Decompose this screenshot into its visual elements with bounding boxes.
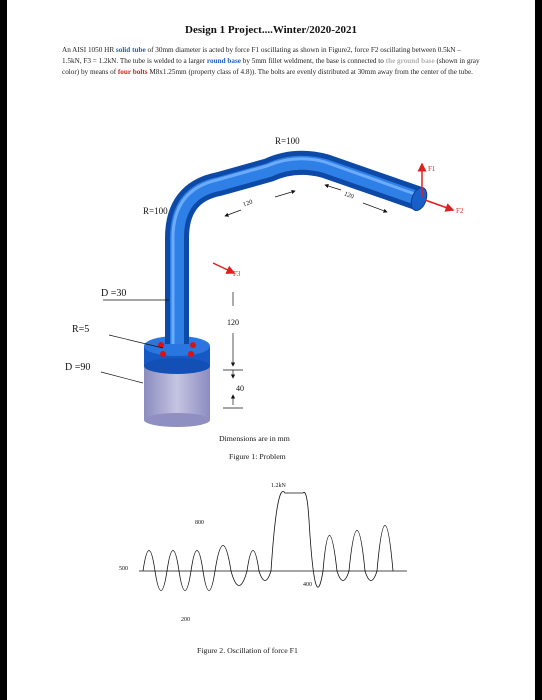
- label-r-top: R=100: [275, 136, 300, 146]
- para-text-3: by 5mm fillet weldment, the base is connected to: [240, 57, 386, 66]
- tube: [173, 159, 430, 344]
- para-text-5: M8x1.25mm (property class of 4.8)). The bolts are evenly distributed at 30mm away from the center of the tube.: [147, 68, 473, 77]
- label-f2: F2: [456, 207, 464, 215]
- figure1-drawing: [7, 0, 535, 700]
- round-base-highlight: round base: [206, 57, 241, 66]
- label-dim-120-a: 120: [242, 198, 254, 209]
- dimension-lines: [101, 185, 387, 408]
- oscillation-chart: [139, 491, 407, 590]
- figure1-caption: Figure 1: Problem: [229, 452, 286, 461]
- document-page: [7, 0, 535, 700]
- fig2-label-400: 400: [303, 582, 312, 588]
- figure2-caption: Figure 2. Oscillation of force F1: [197, 646, 298, 655]
- solid-tube-highlight: solid tube: [115, 46, 146, 54]
- document-title: Design 1 Project....Winter/2020-2021: [185, 24, 357, 36]
- four-bolts-highlight: four bolts: [117, 68, 148, 77]
- para-text-4: (shown in gray color) by means of: [62, 57, 480, 77]
- ground-base-highlight: the ground base: [385, 57, 435, 66]
- label-r-left: R=100: [143, 206, 168, 216]
- label-dim-120-b: 120: [343, 190, 355, 201]
- figure1-note: Dimensions are in mm: [219, 434, 290, 443]
- fig2-label-800: 800: [195, 520, 204, 526]
- label-f1: F1: [428, 165, 436, 173]
- fig2-label-200: 200: [181, 617, 190, 623]
- label-r5: R=5: [72, 324, 90, 335]
- label-dim-40: 40: [236, 384, 244, 393]
- fig2-label-peak: 1.2kN: [271, 483, 286, 489]
- label-d90: D =90: [65, 362, 91, 373]
- para-text-2: of 30mm diameter is acted by force F1 oscillating as shown in Figure2, force F2 oscillating between 0.5kN – 1.5kN, F3 = 1.2kN. The tube is welded to a larger: [62, 46, 461, 66]
- label-dim-120-vertical: 120: [227, 318, 239, 327]
- para-text-1: An AISI 1050 HR: [62, 46, 116, 54]
- label-d30: D =30: [101, 288, 127, 299]
- fig2-label-500: 500: [119, 566, 128, 572]
- label-f3: F3: [233, 270, 241, 278]
